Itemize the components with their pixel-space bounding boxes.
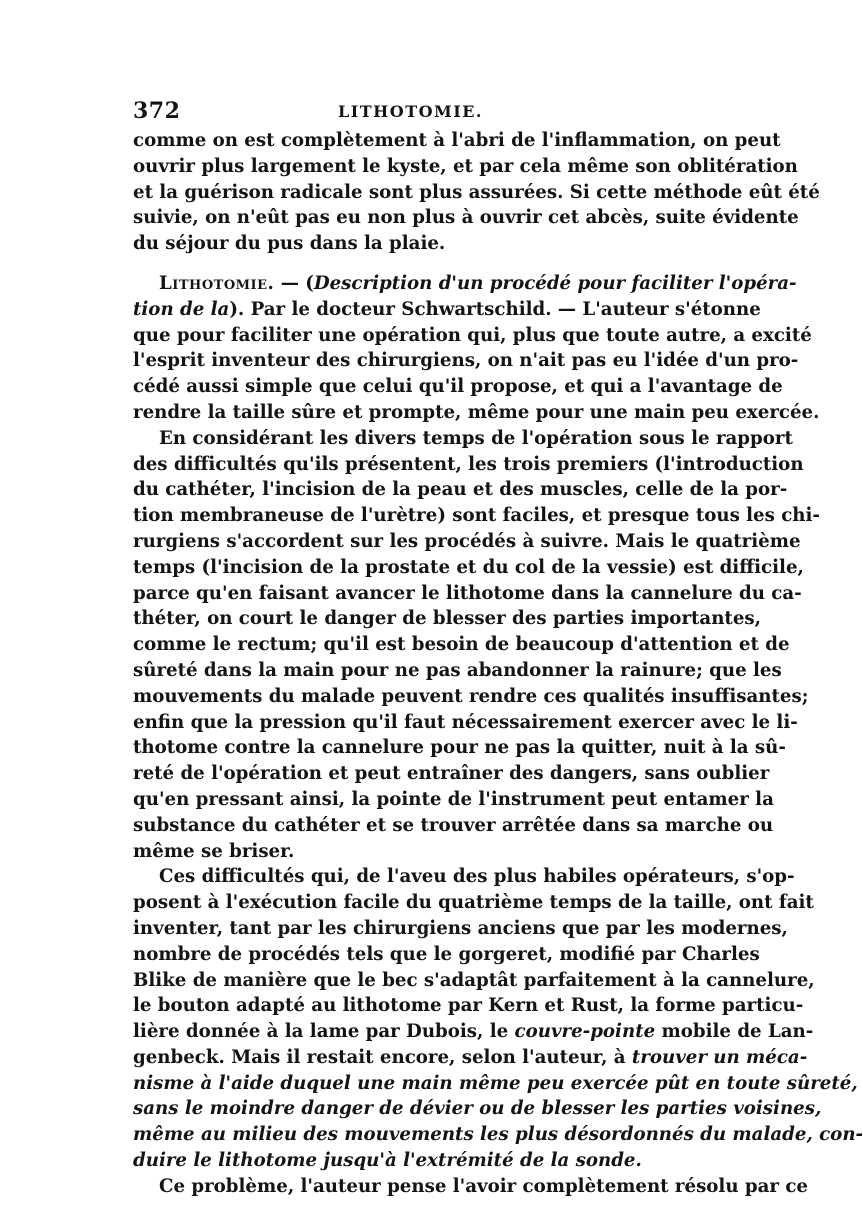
page-number: 372 bbox=[133, 98, 181, 124]
text-line bbox=[133, 1019, 814, 1045]
text-segment: mouvements du malade peuvent rendre ces qualités insuffisantes; bbox=[133, 685, 809, 707]
text-line bbox=[133, 180, 820, 206]
italic-text: duire le lithotome jusqu'à l'extrémité de la sonde. bbox=[133, 1150, 642, 1172]
text-line bbox=[133, 1122, 863, 1148]
text-line bbox=[133, 297, 761, 323]
text-line bbox=[133, 813, 774, 839]
text-segment: parce qu'en faisant avancer le lithotome dans la cannelure du ca- bbox=[133, 582, 802, 604]
text-line bbox=[133, 128, 781, 154]
section-heading: Lithotomie. bbox=[159, 272, 275, 294]
text-line bbox=[133, 735, 786, 761]
text-line bbox=[133, 231, 667, 257]
text-line bbox=[133, 1045, 808, 1071]
italic-text: même au milieu des mouvements les plus désordonnés du malade, con- bbox=[133, 1124, 863, 1146]
text-line bbox=[133, 632, 790, 658]
text-line bbox=[133, 400, 820, 426]
text-segment: temps (l'incision de la prostate et du col de la vessie) est difficile, bbox=[133, 556, 804, 578]
text-segment: rurgiens s'accordent sur les procédés à suivre. Mais le quatrième bbox=[133, 530, 801, 552]
text-line bbox=[133, 323, 812, 349]
text-line bbox=[133, 426, 793, 452]
text-line bbox=[133, 916, 788, 942]
text-line bbox=[133, 154, 798, 180]
text-segment: nombre de procédés tels que le gorgeret, modifié par Charles bbox=[133, 943, 760, 965]
body-text bbox=[133, 128, 863, 1200]
text-segment: cédé aussi simple que celui qu'il propose, et qui a l'avantage de bbox=[133, 376, 783, 398]
text-segment: genbeck. Mais il restait encore, selon l'auteur, à bbox=[133, 1046, 632, 1068]
text-segment: le bouton adapté au lithotome par Kern et Rust, la forme particu- bbox=[133, 995, 804, 1017]
text-segment: substance du cathéter et se trouver arrêtée dans sa marche ou bbox=[133, 814, 774, 836]
text-segment: inventer, tant par les chirurgiens anciens que par les modernes, bbox=[133, 917, 788, 939]
text-segment: que pour faciliter une opération qui, plus que toute autre, a excité bbox=[133, 324, 812, 346]
text-segment: et la guérison radicale sont plus assurées. Si cette méthode eût été bbox=[133, 181, 820, 203]
text-segment: sûreté dans la main pour ne pas abandonner la rainure; que les bbox=[133, 659, 782, 681]
text-segment: mobile de Lan- bbox=[655, 1021, 814, 1043]
text-segment: En considérant les divers temps de l'opération sous le rapport bbox=[159, 427, 793, 449]
text-line bbox=[133, 348, 799, 374]
italic-text: sans le moindre danger de dévier ou de blesser les parties voisines, bbox=[133, 1098, 822, 1120]
text-segment: — ( bbox=[274, 272, 314, 294]
text-line bbox=[133, 684, 809, 710]
text-line bbox=[133, 1174, 808, 1200]
text-segment: ). Par le docteur Schwartschild. — L'auteur s'étonne bbox=[229, 298, 761, 320]
text-segment: Ces difficultés qui, de l'aveu des plus habiles opérateurs, s'op- bbox=[159, 866, 795, 888]
text-segment: tion membraneuse de l'urètre) sont faciles, et presque tous les chi- bbox=[133, 505, 820, 527]
text-line bbox=[133, 374, 783, 400]
page-header bbox=[133, 98, 667, 128]
text-line bbox=[133, 839, 667, 865]
text-line bbox=[133, 942, 760, 968]
text-line bbox=[133, 555, 804, 581]
text-line bbox=[133, 503, 820, 529]
text-segment: rendre la taille sûre et prompte, même pour une main peu exercée. bbox=[133, 401, 820, 423]
text-segment: même se briser. bbox=[133, 840, 295, 862]
text-line bbox=[133, 581, 802, 607]
text-segment: Ce problème, l'auteur pense l'avoir complètement résolu par ce bbox=[159, 1175, 808, 1197]
text-segment: du séjour du pus dans la plaie. bbox=[133, 233, 446, 255]
running-title: LITHOTOMIE. bbox=[338, 102, 483, 121]
italic-text: couvre-pointe bbox=[514, 1021, 656, 1043]
text-line bbox=[133, 606, 761, 632]
text-line bbox=[133, 271, 797, 297]
text-line bbox=[133, 864, 795, 890]
text-line bbox=[133, 968, 815, 994]
text-segment: posent à l'exécution facile du quatrième temps de la taille, ont fait bbox=[133, 892, 814, 914]
text-segment: reté de l'opération et peut entraîner des dangers, sans oublier bbox=[133, 763, 770, 785]
text-segment: qu'en pressant ainsi, la pointe de l'instrument peut entamer la bbox=[133, 788, 774, 810]
text-line bbox=[133, 993, 804, 1019]
text-segment: suivie, on n'eût pas eu non plus à ouvrir cet abcès, suite évidente bbox=[133, 207, 799, 229]
text-segment: ouvrir plus largement le kyste, et par cela même son oblitération bbox=[133, 155, 798, 177]
text-line bbox=[133, 205, 799, 231]
text-line bbox=[133, 477, 788, 503]
text-line bbox=[133, 1148, 667, 1174]
text-segment: théter, on court le danger de blesser des parties importantes, bbox=[133, 608, 761, 630]
italic-text: Description d'un procédé pour faciliter l'opéra- bbox=[313, 272, 797, 294]
text-line bbox=[133, 1096, 822, 1122]
text-line bbox=[133, 710, 798, 736]
text-line bbox=[133, 452, 804, 478]
text-segment: lière donnée à la lame par Dubois, le bbox=[133, 1021, 515, 1043]
text-line bbox=[133, 787, 774, 813]
text-segment: l'esprit inventeur des chirurgiens, on n'ait pas eu l'idée d'un pro- bbox=[133, 350, 799, 372]
italic-text: trouver un méca- bbox=[631, 1046, 808, 1068]
text-segment: Blike de manière que le bec s'adaptât parfaitement à la cannelure, bbox=[133, 969, 815, 991]
italic-text: nisme à l'aide duquel une main même peu exercée pût en toute sûreté, bbox=[133, 1072, 858, 1094]
text-segment: comme on est complètement à l'abri de l'inflammation, on peut bbox=[133, 130, 781, 151]
text-segment: thotome contre la cannelure pour ne pas la quitter, nuit à la sû- bbox=[133, 737, 786, 759]
text-line bbox=[133, 1071, 858, 1097]
text-segment: du cathéter, l'incision de la peau et des muscles, celle de la por- bbox=[133, 479, 788, 501]
text-line bbox=[133, 529, 801, 555]
text-segment: enfin que la pression qu'il faut nécessairement exercer avec le li- bbox=[133, 711, 798, 733]
italic-text: tion de la bbox=[133, 298, 230, 320]
text-line bbox=[133, 890, 814, 916]
text-segment: des difficultés qu'ils présentent, les trois premiers (l'introduction bbox=[133, 453, 804, 475]
text-segment: comme le rectum; qu'il est besoin de beaucoup d'attention et de bbox=[133, 634, 790, 656]
text-line bbox=[133, 761, 770, 787]
text-line bbox=[133, 658, 782, 684]
